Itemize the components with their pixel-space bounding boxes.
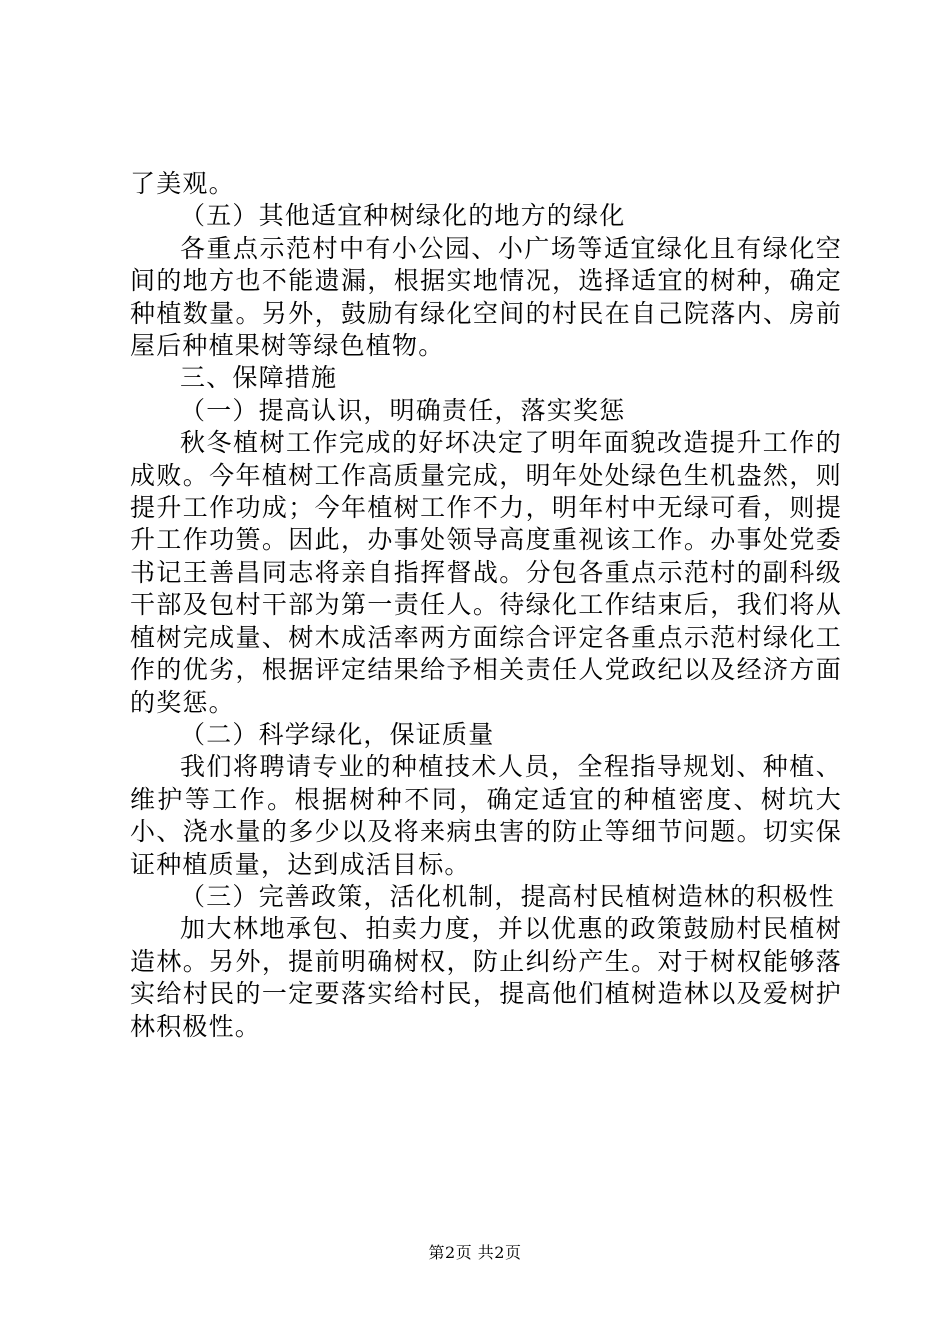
section-heading-safeguards: 三、保障措施: [180, 363, 338, 393]
paragraph-quality: 我们将聘请专业的种植技术人员，全程指导规划、种植、维护等工作。根据树种不同，确定适宜的种植密度、树坑大小、浇水量的多少以及将来病虫害的防止等细节问题。切实保证种植质量，达到成活目标。: [130, 752, 842, 879]
paragraph-continuation: 了美观。: [130, 169, 235, 198]
section-heading-2: （二）科学绿化，保证质量: [180, 719, 495, 749]
paragraph-other-greening: 各重点示范村中有小公园、小广场等适宜绿化且有绿化空间的地方也不能遗漏，根据实地情况，选择适宜的树种，确定种植数量。另外，鼓励有绿化空间的村民在自己院落内、房前屋后种植果树等绿色植物。: [130, 233, 842, 361]
paragraph-responsibility: 秋冬植树工作完成的好坏决定了明年面貌改造提升工作的成败。今年植树工作高质量完成，明年处处绿色生机盎然，则提升工作功成；今年植树工作不力，明年村中无绿可看，则提升工作功篑。因此，办事处领导高度重视该工作。办事处党委书记王善昌同志将亲自指挥督战。分包各重点示范村的副科级干部及包村干部为第一责任人。待绿化工作结束后，我们将从植树完成量、树木成活率两方面综合评定各重点示范村绿化工作的优劣，根据评定结果给予相关责任人党政纪以及经济方面的奖惩。: [130, 428, 842, 717]
page-footer: 第2页 共2页: [428, 1243, 522, 1262]
document-body: [130, 168, 842, 1043]
section-heading-3: （三）完善政策，活化机制，提高村民植树造林的积极性: [180, 881, 836, 911]
section-heading-5: （五）其他适宜种树绿化的地方的绿化: [180, 201, 626, 231]
paragraph-policy: 加大林地承包、拍卖力度，并以优惠的政策鼓励村民植树造林。另外，提前明确树权，防止纠纷产生。对于树权能够落实给村民的一定要落实给村民，提高他们植树造林以及爱树护林积极性。: [130, 914, 842, 1041]
section-heading-1: （一）提高认识，明确责任，落实奖惩: [180, 395, 626, 425]
